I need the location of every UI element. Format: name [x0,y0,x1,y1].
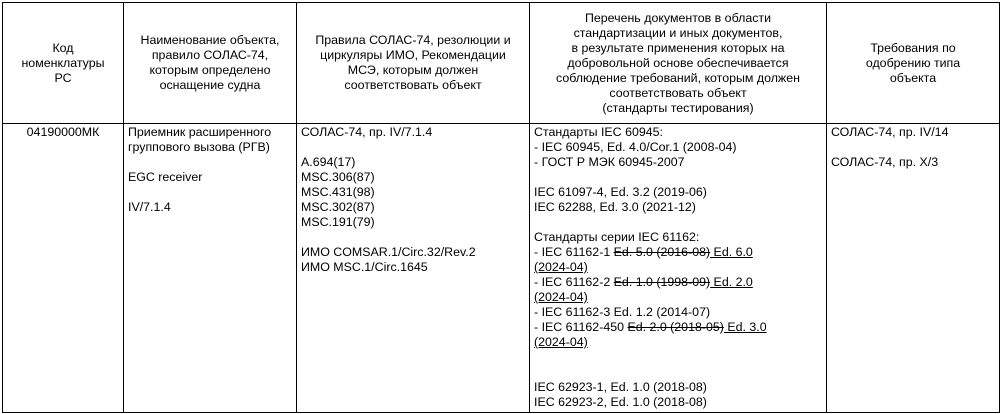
header-rules: Правила СОЛАС-74, резолюции и циркуляры ИМО, Рекомендации МСЭ, которым должен соответствовать объект [297,3,530,124]
standard-item: IEC 62288, Ed. 3.0 (2021-12) [534,200,696,214]
standard-item-61162-450: - IEC 61162-450 Ed. 2.0 (2018-05) Ed. 3.0 [534,320,767,334]
deleted-edition: Ed. 2.0 (2018-05) [627,320,724,334]
resolution: A.694(17) [301,155,356,169]
header-standards: Перечень документов в области стандартизации и иных документов, в результате применения которых на добровольной основе обеспечивается соблюдение требований, которым должен соответствовать объект (стандарты тестирования) [530,3,827,124]
resolution: MSC.431(98) [301,185,375,199]
standard-item: IEC 62923-1, Ed. 1.0 (2018-08) [534,380,707,394]
iec60945-title: Стандарты IEC 60945: [534,125,663,139]
inserted-date: (2024-04) [534,260,588,274]
solas-rule: СОЛАС-74, пр. IV/7.1.4 [301,125,433,139]
object-name-line1: Приемник расширенного [128,125,272,139]
object-rule: IV/7.1.4 [128,200,171,214]
resolution: MSC.191(79) [301,215,375,229]
resolution: MSC.302(87) [301,200,375,214]
header-code: Код номенклатуры РС [3,3,124,124]
inserted-edition: Ed. 6.0 [710,245,753,259]
header-row [3,3,1000,124]
standard-item: IEC 62923-2, Ed. 1.0 (2018-08) [534,395,707,409]
object-name-english: EGC receiver [128,170,203,184]
object-name-line2: группового вызова (РГВ) [128,140,270,154]
deleted-edition: Ed. 5.0 (2016-08) [613,245,711,259]
cell-object-name [124,124,297,413]
header-object-name: Наименование объекта, правило СОЛАС-74, которым определено оснащение судна [124,3,297,124]
iec61162-series-title: Стандарты серии IEC 61162: [534,230,700,244]
header-approval: Требования по одобрению типа объекта [827,3,1000,124]
standard-item: IEC 61097-4, Ed. 3.2 (2019-06) [534,185,707,199]
inserted-date: (2024-04) [534,335,588,349]
inserted-date: (2024-04) [534,290,588,304]
deleted-edition: Ed. 1.0 (1998-09) [613,275,711,289]
standard-item-61162-3: - IEC 61162-3 Ed. 1.2 (2014-07) [534,305,711,319]
cell-approval [827,124,1000,413]
inserted-edition: Ed. 3.0 [723,320,767,334]
requirements-table [2,2,1000,413]
standard-item: - ГОСТ Р МЭК 60945-2007 [534,155,685,169]
standard-item-61162-2: - IEC 61162-2 Ed. 1.0 (1998-09) Ed. 2.0 [534,275,753,289]
cell-code [3,124,124,413]
resolution: MSC.306(87) [301,170,375,184]
standard-item: - IEC 60945, Ed. 4.0/Cor.1 (2008-04) [534,140,737,154]
cell-rules [297,124,530,413]
cell-standards [530,124,827,413]
standard-item-61162-1: - IEC 61162-1 Ed. 5.0 (2016-08) Ed. 6.0 [534,245,753,259]
table-row [3,124,1000,413]
approval-requirement: СОЛАС-74, пр. X/3 [831,155,939,169]
circular: ИМО MSC.1/Circ.1645 [301,260,428,274]
circular: ИМО COMSAR.1/Circ.32/Rev.2 [301,245,476,259]
approval-requirement: СОЛАС-74, пр. IV/14 [831,125,949,139]
nomenclature-code: 04190000МК [26,125,100,139]
inserted-edition: Ed. 2.0 [710,275,753,289]
